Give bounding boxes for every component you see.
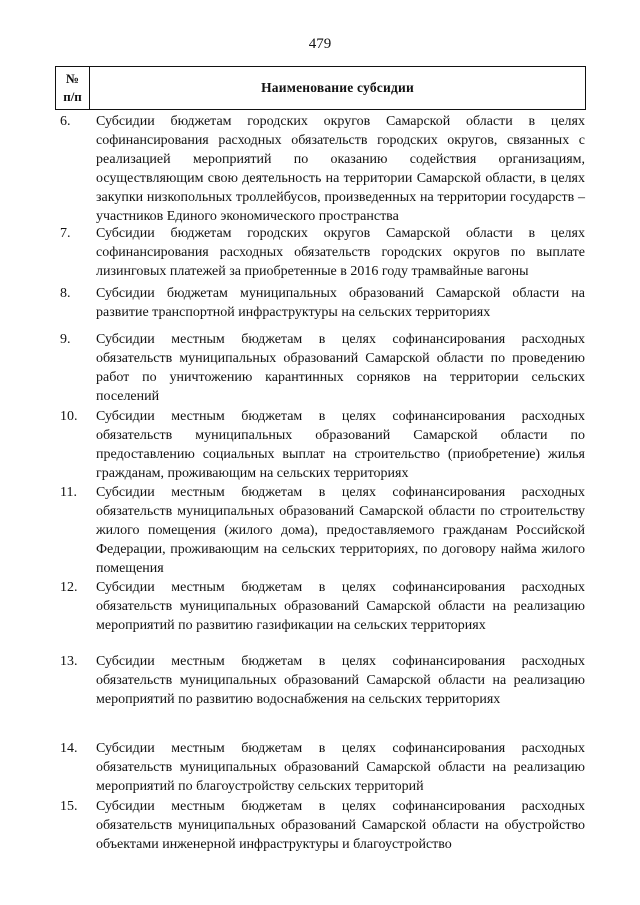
item-number: 13.	[60, 654, 78, 669]
item-number: 6.	[60, 114, 71, 129]
item-text: Субсидии бюджетам городских округов Самарской области в целях софинансирования расходных обязательств городских округов по выплате лизинговых платежей за приобретенные в 2016 году трамвайные вагоны	[96, 226, 585, 279]
page-number: 479	[308, 36, 332, 52]
item-number: 14.	[60, 741, 78, 756]
item-number: 11.	[60, 485, 77, 500]
item-number: 12.	[60, 580, 78, 595]
item-text: Субсидии бюджетам муниципальных образований Самарской области на развитие транспортной инфраструктуры на сельских территориях	[96, 286, 585, 320]
item-number: 10.	[60, 409, 78, 424]
item-text: Субсидии бюджетам городских округов Самарской области в целях софинансирования расходных обязательств городских округов, связанных с реализацией мероприятий по оказанию содействия организациям, осуществляющим свою деятельность на территории Самарской области, в целях закупки низкопольных троллейбусов, произведенных на территории государств – участников Единого экономического пространства	[96, 114, 585, 224]
item-text: Субсидии местным бюджетам в целях софинансирования расходных обязательств муниципальных образований Самарской области на реализацию мероприятий по развитию водоснабжения на сельских территориях	[96, 654, 585, 707]
item-text: Субсидии местным бюджетам в целях софинансирования расходных обязательств муниципальных образований Самарской области на реализацию мероприятий по развитию газификации на сельских территориях	[96, 580, 585, 633]
table-header	[55, 66, 586, 110]
header-number-cell	[56, 67, 90, 109]
header-number-sign: №	[65, 71, 80, 86]
item-text: Субсидии местным бюджетам в целях софинансирования расходных обязательств муниципальных образований Самарской области по строительству жилого помещения (жилого дома), предоставляемого гражданам Российской Федерации, проживающим на сельских территориях, по договору найма жилого помещения	[96, 485, 585, 576]
item-text: Субсидии местным бюджетам в целях софинансирования расходных обязательств муниципальных образований Самарской области по предоставлению социальных выплат на строительство (приобретение) жилья гражданам, проживающим на сельских территориях	[96, 409, 585, 481]
item-number: 9.	[60, 332, 71, 347]
header-title: Наименование субсидии	[261, 80, 414, 95]
item-text: Субсидии местным бюджетам в целях софинансирования расходных обязательств муниципальных образований Самарской области на обустройство объектами инженерной инфраструктуры и благоустройство	[96, 799, 585, 852]
item-text: Субсидии местным бюджетам в целях софинансирования расходных обязательств муниципальных образований Самарской области по проведению работ по уничтожению карантинных сорняков на территории сельских поселений	[96, 332, 585, 404]
header-number-abbrev: п/п	[63, 89, 82, 104]
item-number: 7.	[60, 226, 71, 241]
item-number: 8.	[60, 286, 71, 301]
item-number: 15.	[60, 799, 78, 814]
item-text: Субсидии местным бюджетам в целях софинансирования расходных обязательств муниципальных образований Самарской области на реализацию мероприятий по благоустройству сельских территорий	[96, 741, 585, 794]
